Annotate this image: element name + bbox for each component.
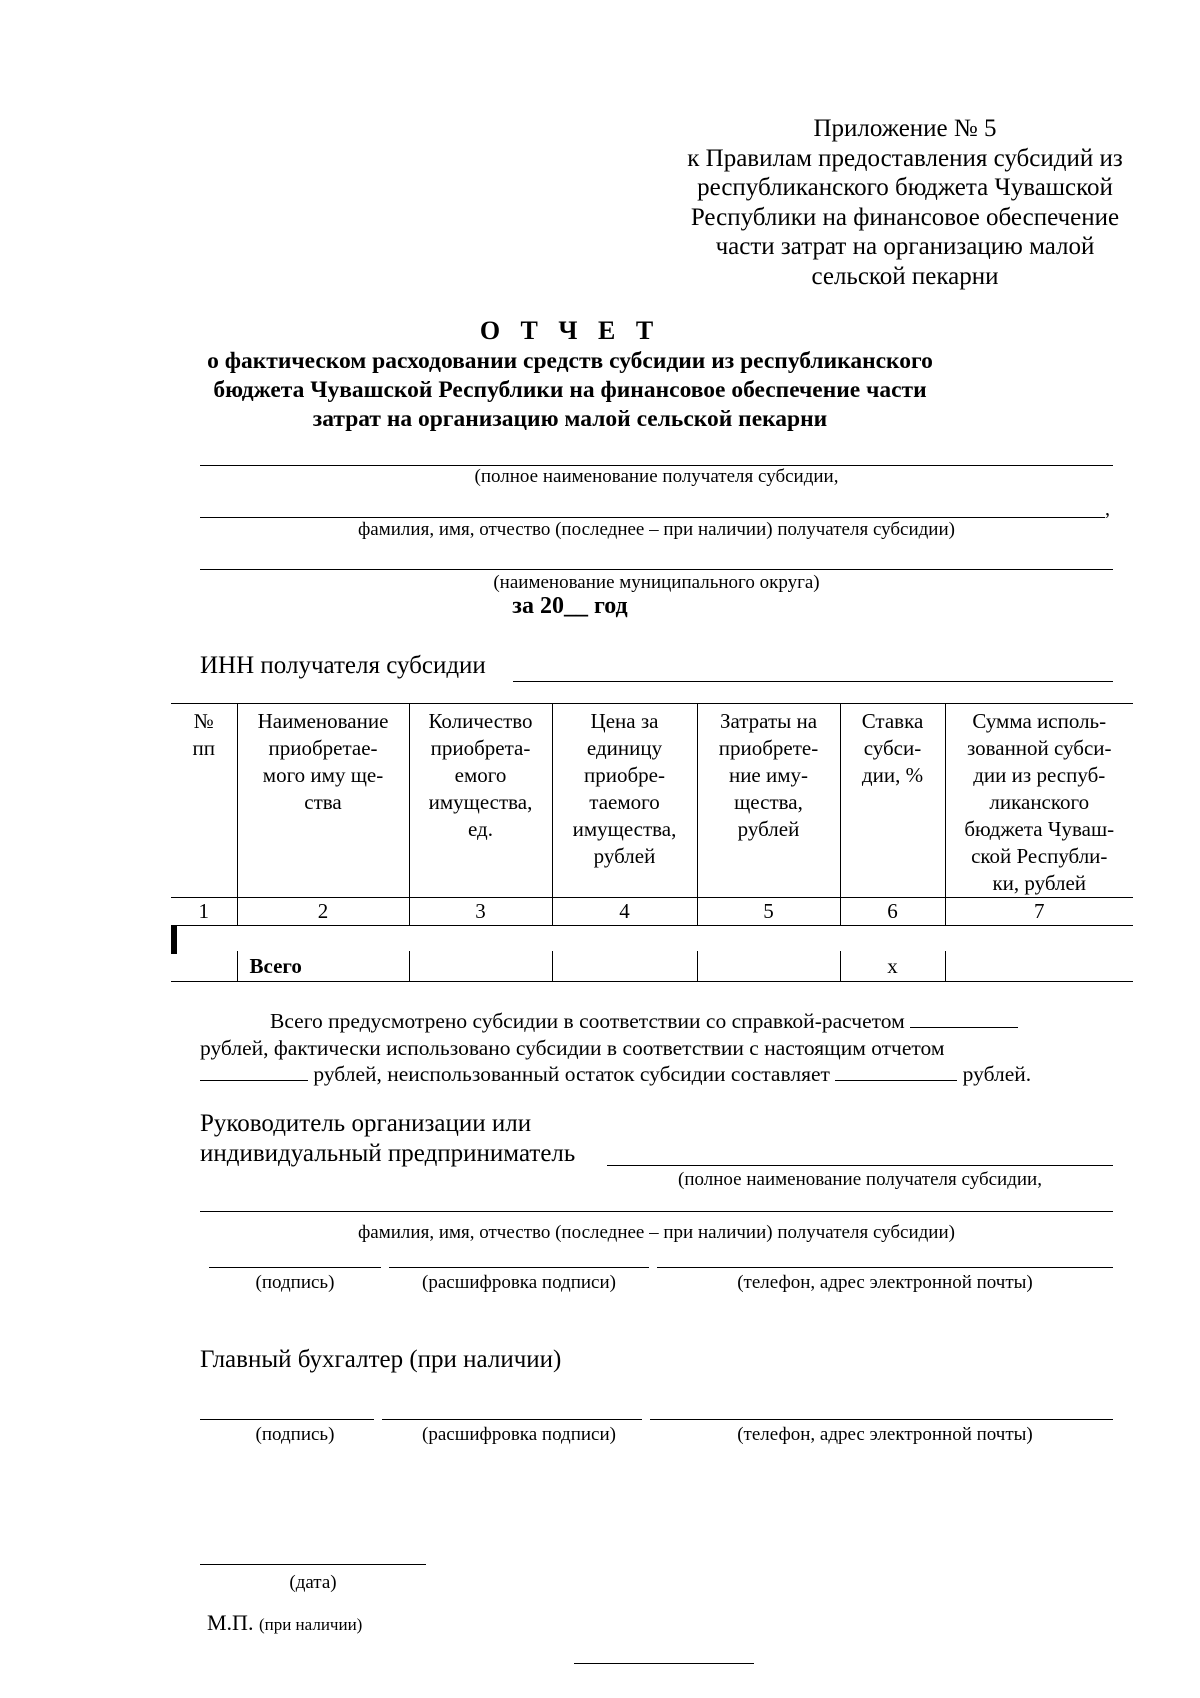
column-number: 5	[697, 898, 840, 926]
column-number: 7	[945, 898, 1133, 926]
head-contacts-caption: (телефон, адрес электронной почты)	[737, 1272, 1033, 1293]
report-title: О Т Ч Е Т	[479, 316, 661, 345]
header-text: имущества,	[428, 790, 533, 814]
total-rate-mark: х	[840, 951, 945, 982]
appendix-line: республиканского бюджета Чувашской	[697, 174, 1113, 201]
table-cell[interactable]	[697, 951, 840, 982]
head-fio-caption: фамилия, имя, отчество (последнее – при наличии) получателя субсидии)	[358, 1222, 955, 1243]
header-text: емого	[454, 763, 507, 787]
accountant-decode-caption: (расшифровка подписи)	[422, 1424, 616, 1445]
header-text: единицу	[586, 736, 663, 760]
accountant-contacts-caption: (телефон, адрес электронной почты)	[737, 1424, 1033, 1445]
table-cell[interactable]	[177, 926, 178, 954]
stamp-place	[207, 1610, 362, 1636]
header-text: мого иму ще-	[262, 763, 384, 787]
appendix-header	[640, 114, 1170, 291]
header-cell	[409, 704, 552, 898]
stamp-label: М.П.	[207, 1610, 254, 1635]
planned-amount-blank[interactable]	[910, 1009, 1018, 1028]
header-text: рублей	[737, 817, 800, 841]
appendix-line: Республики на финансовое обеспечение	[690, 203, 1120, 231]
stamp-note: (при наличии)	[258, 1615, 363, 1634]
header-cell	[840, 704, 945, 898]
table-total-row	[171, 951, 1133, 982]
table-cell[interactable]	[552, 951, 697, 982]
summary-line	[200, 1008, 1125, 1035]
summary-text: Всего предусмотрено субсидии в соответствии со справкой-расчетом	[270, 1009, 905, 1033]
header-text: №	[193, 709, 214, 733]
appendix-line: Приложение № 5	[813, 115, 997, 142]
header-text: приобрета-	[430, 736, 531, 760]
head-signature-line[interactable]	[209, 1267, 381, 1268]
column-number: 4	[552, 898, 697, 926]
summary-line	[200, 1061, 1125, 1088]
header-text: дии, %	[861, 763, 924, 787]
header-text: бюджета Чуваш-	[964, 817, 1115, 841]
header-text: таемого	[589, 790, 660, 814]
head-fio-line[interactable]	[200, 1211, 1113, 1212]
header-text: ской Республи-	[971, 844, 1108, 868]
header-text: Количество	[428, 709, 533, 733]
header-text: приобрете-	[718, 736, 819, 760]
recipient-fio-caption: фамилия, имя, отчество (последнее – при наличии) получателя субсидии)	[358, 519, 955, 540]
report-subtitle-line: бюджета Чувашской Республики на финансовое обеспечение части	[213, 377, 927, 403]
header-cell	[552, 704, 697, 898]
column-number: 1	[171, 898, 237, 926]
header-text: ние иму-	[728, 763, 809, 787]
head-name-line[interactable]	[607, 1165, 1113, 1166]
header-text: зованной субси-	[966, 736, 1112, 760]
total-label: Всего	[237, 951, 409, 982]
table-cell[interactable]	[409, 951, 552, 982]
comma: ,	[1105, 498, 1110, 520]
column-number: 3	[409, 898, 552, 926]
header-text: Наименование	[257, 709, 389, 733]
summary-text: рублей, неиспользованный остаток субсидии составляет	[313, 1062, 830, 1086]
header-text: Ставка	[861, 709, 924, 733]
header-text: щества,	[734, 790, 803, 814]
header-text: пп	[192, 736, 215, 760]
head-name-caption: (полное наименование получателя субсидии,	[678, 1169, 1042, 1190]
end-divider	[574, 1663, 754, 1664]
accountant-contacts-line[interactable]	[650, 1419, 1113, 1420]
header-text: дии из респуб-	[973, 763, 1106, 787]
header-text: рублей	[593, 844, 656, 868]
head-decode-line[interactable]	[389, 1267, 649, 1268]
table-cell	[171, 951, 237, 982]
header-text: Сумма исполь-	[972, 709, 1107, 733]
inn-label: ИНН получателя субсидии	[200, 652, 486, 679]
accountant-signature-line[interactable]	[200, 1419, 374, 1420]
appendix-line: части затрат на организацию малой	[715, 233, 1095, 260]
used-amount-blank[interactable]	[200, 1062, 308, 1081]
report-subtitle-line: о фактическом расходовании средств субсидии из республиканского	[207, 348, 933, 374]
header-text: Затраты на	[719, 709, 818, 733]
column-number: 6	[840, 898, 945, 926]
remainder-amount-blank[interactable]	[835, 1062, 957, 1081]
header-text: ства	[304, 790, 342, 814]
table-row	[171, 926, 177, 945]
report-year: за 20__ год	[512, 593, 628, 619]
header-text: приобретае-	[268, 736, 378, 760]
recipient-name-caption: (полное наименование получателя субсидии,	[474, 466, 839, 487]
header-text: ки, рублей	[992, 871, 1087, 895]
district-line[interactable]	[200, 569, 1113, 570]
head-title-line: Руководитель организации или	[200, 1110, 532, 1137]
header-text: ед.	[468, 817, 493, 841]
expense-table	[171, 703, 1133, 982]
column-number-row	[171, 898, 1133, 926]
head-contacts-line[interactable]	[657, 1267, 1113, 1268]
recipient-fio-line[interactable]	[200, 517, 1105, 518]
head-decode-caption: (расшифровка подписи)	[422, 1272, 616, 1293]
header-text: Цена за	[590, 709, 659, 733]
accountant-decode-line[interactable]	[382, 1419, 642, 1420]
header-text: приобре-	[584, 763, 665, 787]
header-cell	[945, 704, 1133, 898]
header-cell	[171, 704, 237, 898]
inn-line[interactable]	[513, 681, 1113, 682]
head-title-line: индивидуальный предприниматель	[200, 1140, 576, 1167]
appendix-line: сельской пекарни	[811, 262, 999, 290]
accountant-title: Главный бухгалтер (при наличии)	[200, 1346, 562, 1373]
header-text: имущества,	[572, 817, 677, 841]
header-cell	[697, 704, 840, 898]
summary-text: рублей.	[962, 1062, 1032, 1086]
head-signature-caption: (подпись)	[255, 1272, 335, 1293]
date-caption: (дата)	[289, 1572, 337, 1593]
district-caption: (наименование муниципального округа)	[493, 572, 820, 593]
appendix-line: к Правилам предоставления субсидий из	[687, 144, 1123, 172]
date-line[interactable]	[200, 1564, 426, 1565]
report-title-block	[200, 315, 940, 434]
summary-line: рублей, фактически использовано субсидии в соответствии с настоящим отчетом	[200, 1035, 945, 1060]
report-subtitle-line: затрат на организацию малой сельской пекарни	[312, 406, 828, 432]
header-text: ликанского	[989, 790, 1090, 814]
table-header-row	[171, 704, 1133, 898]
table-cell[interactable]	[945, 951, 1133, 982]
header-text: субси-	[863, 736, 922, 760]
accountant-signature-caption: (подпись)	[255, 1424, 335, 1445]
summary-paragraph	[200, 1008, 1125, 1088]
header-cell	[237, 704, 409, 898]
column-number: 2	[237, 898, 409, 926]
